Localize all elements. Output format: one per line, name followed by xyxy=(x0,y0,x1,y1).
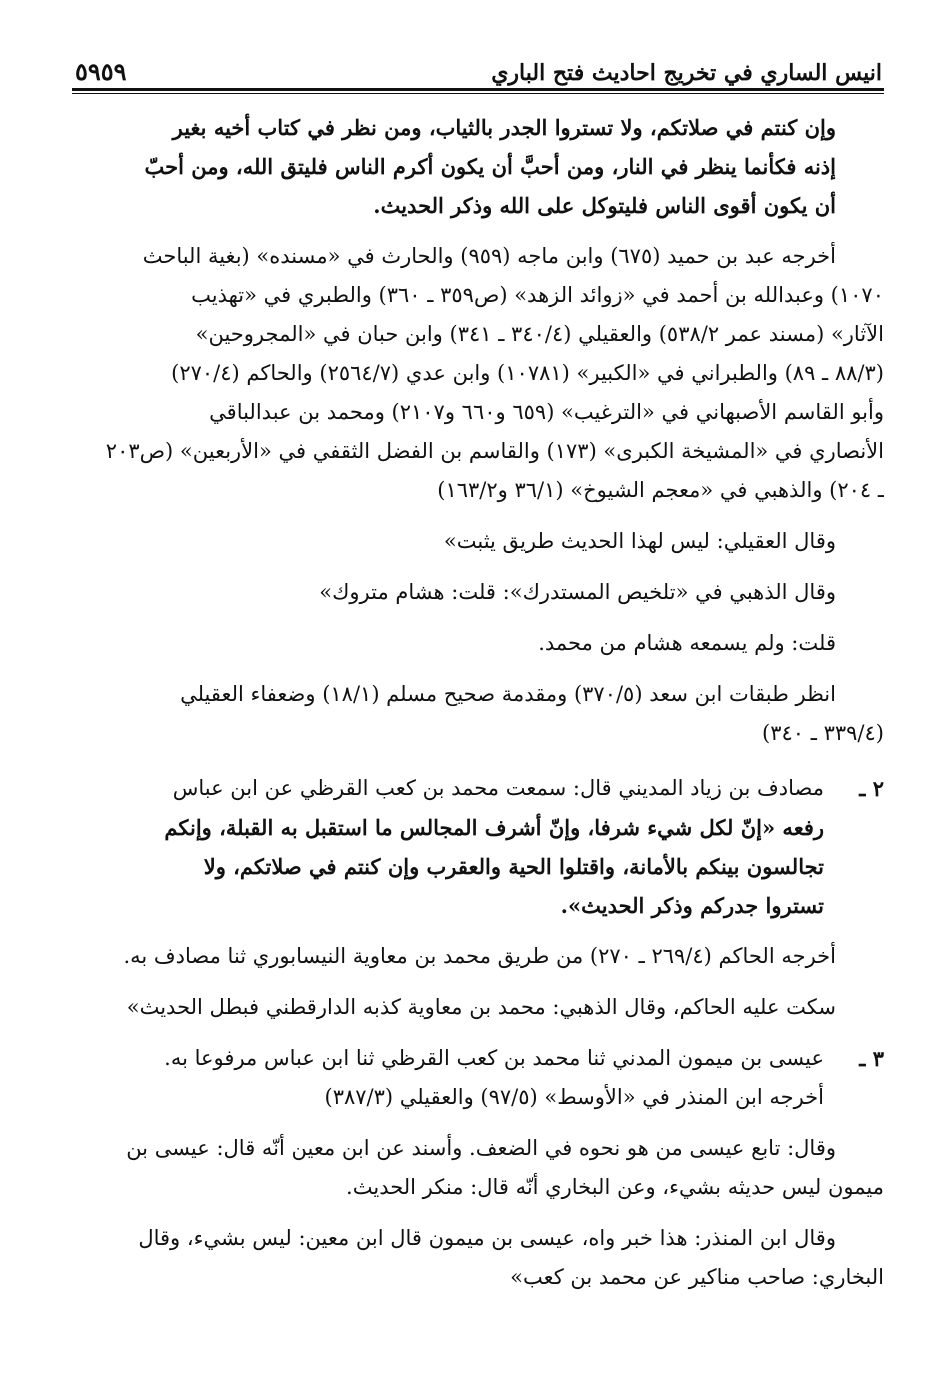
item-number: ٢ ـ xyxy=(859,776,884,801)
item3-comment-1 xyxy=(72,1129,884,1207)
item3-comment-2 xyxy=(72,1219,884,1297)
text-line: أخرجه ابن المنذر في «الأوسط» (٩٧/٥) والعقيلي (٣٨٧/٣) xyxy=(324,1085,824,1109)
page-header xyxy=(75,48,882,86)
author-comment xyxy=(72,624,884,663)
hadith-continuation xyxy=(72,108,884,225)
text-line: أخرجه الحاكم (٢٦٩/٤ ـ ٢٧٠) من طريق محمد بن معاوية النيسابوري ثنا مصادف به. xyxy=(123,944,836,968)
text-line: ـ ٢٠٤) والذهبي في «معجم الشيوخ» (٣٦/١ و١٦٣/٢) xyxy=(437,478,884,502)
header-rule-thin xyxy=(72,93,884,94)
text-line: وإن كنتم في صلاتكم، ولا تستروا الجدر بالثياب، ومن نظر في كتاب أخيه بغير xyxy=(172,115,836,140)
text-line: رفعه «إنّ لكل شيء شرفا، وإنّ أشرف المجالس ما استقبل به القبلة، وإنكم xyxy=(164,815,824,840)
text-line: ١٠٧٠) وعبدالله بن أحمد في «زوائد الزهد» (ص٣٥٩ ـ ٣٦٠) والطبري في «تهذيب xyxy=(191,283,884,307)
text-line: وقال ابن المنذر: هذا خبر واه، عيسى بن ميمون قال ابن معين: ليس بشيء، وقال xyxy=(138,1226,836,1250)
text-line: أخرجه عبد بن حميد (٦٧٥) وابن ماجه (٩٥٩) والحارث في «مسنده» (بغية الباحث xyxy=(142,244,836,268)
running-title: انيس الساري في تخريج احاديث فتح الباري xyxy=(491,60,882,86)
text-line: البخاري: صاحب مناكير عن محمد بن كعب» xyxy=(510,1265,884,1289)
text-line: أن يكون أقوى الناس فليتوكل على الله وذكر الحديث. xyxy=(373,193,836,218)
dhahabi-comment xyxy=(72,573,884,612)
page-number: ٥٩٥٩ xyxy=(75,57,127,86)
text-line: إذنه فكأنما ينظر في النار، ومن أحبَّ أن يكون أكرم الناس فليتق الله، ومن أحبّ xyxy=(144,154,836,179)
item-number: ٣ ـ xyxy=(859,1046,884,1071)
text-line: وقال العقيلي: ليس لهذا الحديث طريق يثبت» xyxy=(443,529,836,553)
text-line: سكت عليه الحاكم، وقال الذهبي: محمد بن معاوية كذبه الدارقطني فبطل الحديث» xyxy=(126,995,836,1019)
text-line: ميمون ليس حديثه بشيء، وعن البخاري أنّه قال: منكر الحديث. xyxy=(346,1175,884,1199)
takhrij-paragraph xyxy=(72,237,884,510)
text-line: مصادف بن زياد المديني قال: سمعت محمد بن كعب القرظي عن ابن عباس xyxy=(172,776,824,800)
item2-comment xyxy=(72,988,884,1027)
text-line: تجالسون بينكم بالأمانة، واقتلوا الحية والعقرب وإن كنتم في صلاتكم، ولا xyxy=(203,854,824,879)
item-text xyxy=(72,769,824,925)
text-line: وأبو القاسم الأصبهاني في «الترغيب» (٦٥٩ و٦٦٠ و٢١٠٧) ومحمد بن عبدالباقي xyxy=(209,400,884,424)
references-paragraph xyxy=(72,675,884,753)
text-line: تستروا جدركم وذكر الحديث». xyxy=(560,893,824,918)
text-line: عيسى بن ميمون المدني ثنا محمد بن كعب القرظي ثنا ابن عباس مرفوعا به. xyxy=(164,1046,824,1070)
header-rule-thick xyxy=(72,88,884,91)
text-line: انظر طبقات ابن سعد (٣٧٠/٥) ومقدمة صحيح مسلم (١٨/١) وضعفاء العقيلي xyxy=(180,682,836,706)
numbered-item-3 xyxy=(72,1039,884,1117)
item2-takhrij xyxy=(72,937,884,976)
text-line: الآثار» (مسند عمر ٥٣٨/٢) والعقيلي (٣٤٠/٤ ـ ٣٤١) وابن حبان في «المجروحين» xyxy=(195,322,884,346)
uqayli-comment xyxy=(72,522,884,561)
numbered-item-2 xyxy=(72,769,884,925)
text-line: الأنصاري في «المشيخة الكبرى» (١٧٣) والقاسم بن الفضل الثقفي في «الأربعين» (ص٢٠٣ xyxy=(105,439,884,463)
text-line: قلت: ولم يسمعه هشام من محمد. xyxy=(538,631,836,655)
page-body xyxy=(72,108,884,1309)
text-line: (٣٣٩/٤ ـ ٣٤٠) xyxy=(762,721,884,745)
text-line: (٨٨/٣ ـ ٨٩) والطبراني في «الكبير» (١٠٧٨١) وابن عدي (٢٥٦٤/٧) والحاكم (٢٧٠/٤) xyxy=(171,361,884,385)
item-text xyxy=(72,1039,824,1117)
text-line: وقال: تابع عيسى من هو نحوه في الضعف. وأسند عن ابن معين أنّه قال: عيسى بن xyxy=(126,1136,836,1160)
text-line: وقال الذهبي في «تلخيص المستدرك»: قلت: هشام متروك» xyxy=(319,580,836,604)
